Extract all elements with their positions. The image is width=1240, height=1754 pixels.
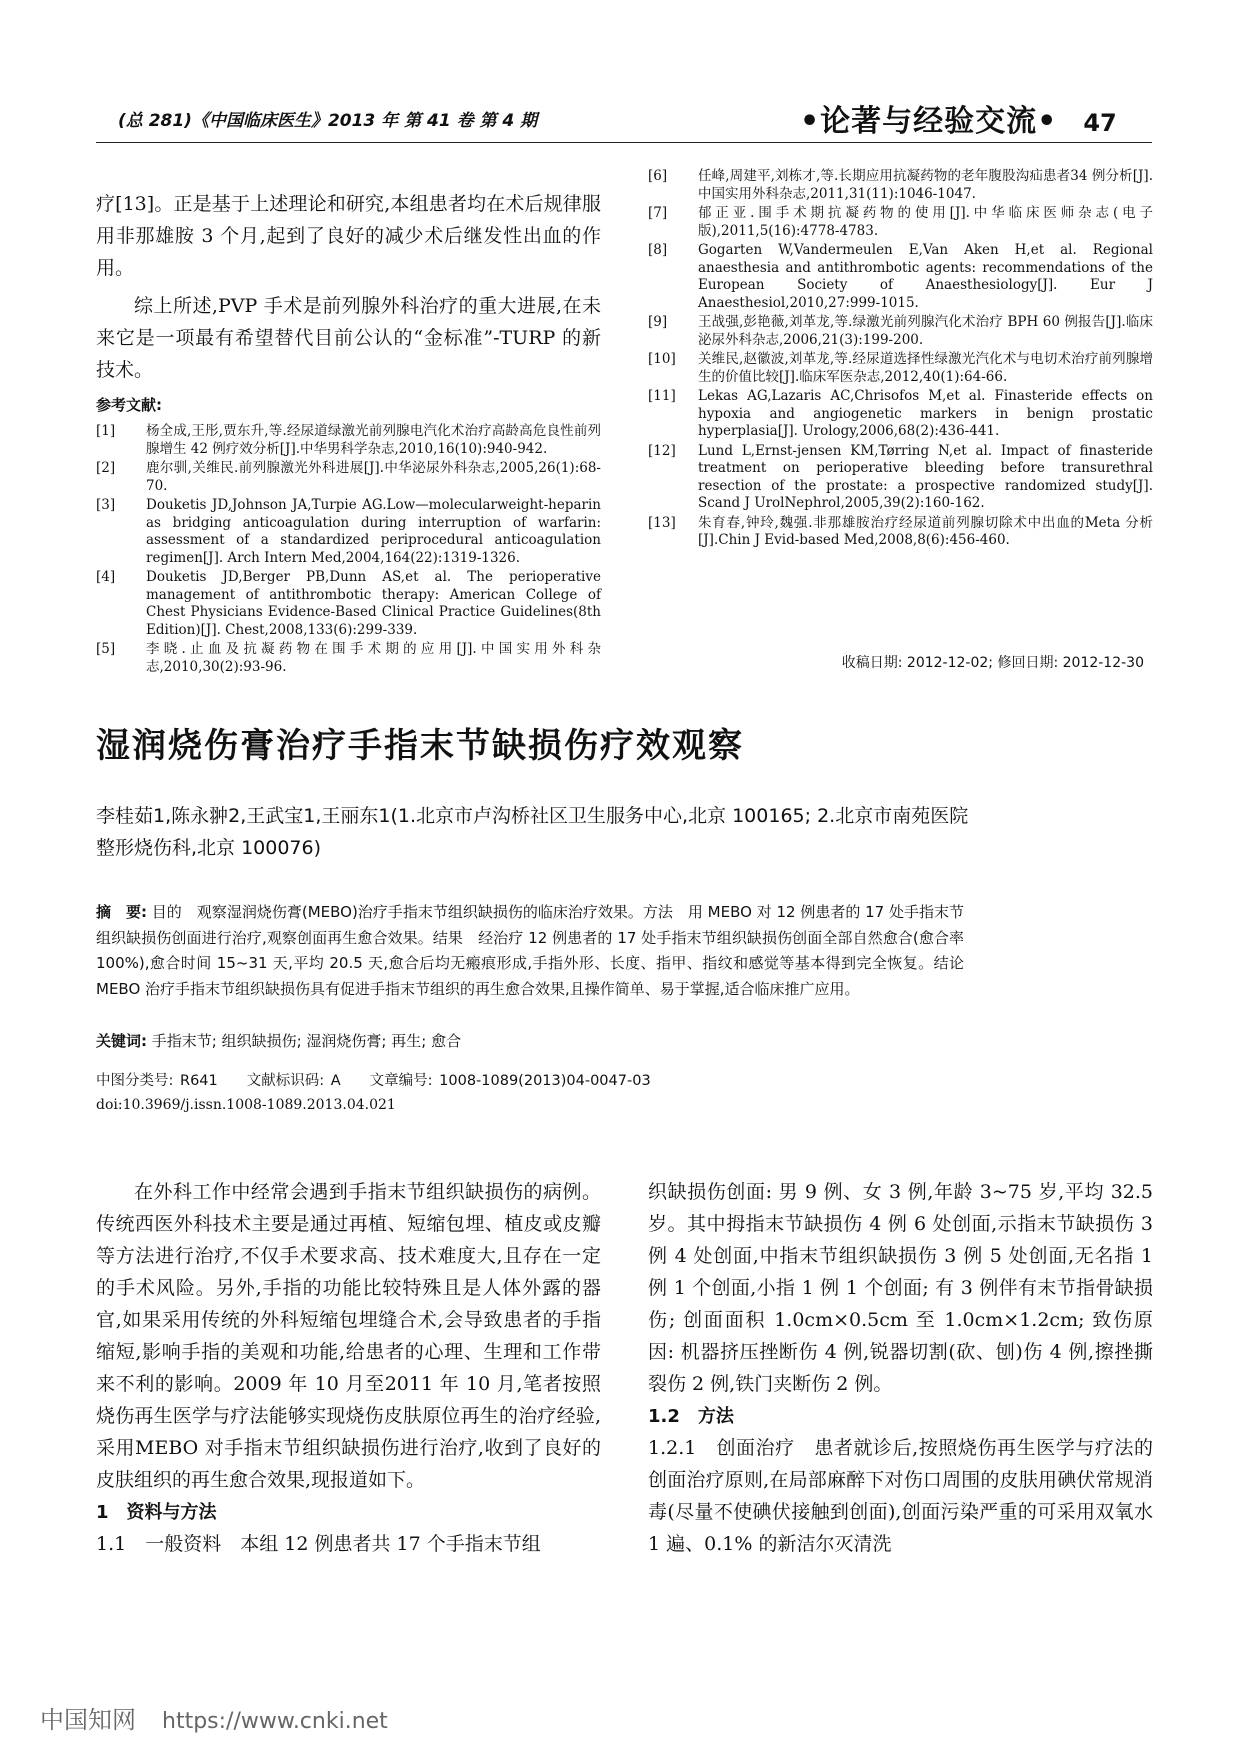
reference-number: [7] [648,205,668,221]
page-number: 47 [1083,109,1117,137]
reference-item [648,242,1153,312]
article-authors: 李桂茹1,陈永翀2,王武宝1,王丽东1(1.北京市卢沟桥社区卫生服务中心,北京 100165; 2.北京市南苑医院整形烧伤科,北京 100076) [96,805,969,859]
reference-number: [5] [96,641,116,657]
abstract-block [96,900,980,1002]
reference-item [648,314,1153,349]
reference-item [96,460,601,495]
abstract-text: 目的 观察湿润烧伤膏(MEBO)治疗手指末节组织缺损伤的临床治疗效果。方法 用 MEBO 对 12 例患者的 17 处手指末节组织缺损伤创面进行治疗,观察创面再生愈合效果。结果 经治疗 12 例患者的 17 处手指末节组织缺损伤创面全部自然愈合(愈合率 100%),愈合时间 15~31 天,平均 20.5 天,愈合后均无瘢痕形成,手指外形、长度、指甲、指纹和感觉等基本得到完全恢复。结论 MEBO 治疗手指末节组织缺损伤具有促进手指末节组织的再生愈合效果,且操作简单、易于掌握,适合临床推广应用。 [96,903,980,998]
reference-item [96,569,601,639]
wound-treatment-paragraph: 1.2.1 创面治疗 患者就诊后,按照烧伤再生医学与疗法的创面治疗原则,在局部麻醉下对伤口周围的皮肤用碘伏常规消毒(尽量不使碘伏接触到创面),创面污染严重的可采用双氧水 1 遍、0.1% 的新洁尔灭清洗 [648,1437,1153,1555]
references-heading: 参考文献: [96,396,162,414]
cnki-logo: 中国知网 [40,1706,136,1734]
section-header [800,96,1117,140]
doi-line: doi:10.3969/j.issn.1008-1089.2013.04.021 [96,1097,396,1113]
section-1-1-paragraph: 1.1 一般资料 本组 12 例患者共 17 个手指末节组 [96,1533,541,1555]
reference-number: [13] [648,514,676,531]
reference-text: 关维民,赵徽波,刘革龙,等.经尿道选择性绿激光汽化术与电切术治疗前列腺增生的价值比较[J].临床军医杂志,2012,40(1):64-66. [698,351,1153,385]
reference-text: 王战强,彭艳薇,刘革龙,等.绿激光前列腺汽化术治疗 BPH 60 例报告[J].临床泌尿外科杂志,2006,21(3):199-200. [698,314,1153,348]
keywords-label: 关键词: [96,1032,147,1050]
article-right-column [648,1176,1153,1560]
reference-text: 李晓.止血及抗凝药物在围手术期的应用[J].中国实用外科杂志,2010,30(2):93-96. [146,641,601,675]
reference-number: [8] [648,242,668,258]
reference-number: [6] [648,168,668,184]
prev-article-left-column [96,188,601,678]
references-list-left [96,423,601,676]
reference-number: [11] [648,388,676,404]
section-title: •论著与经验交流• [800,104,1058,139]
reference-text: Douketis JD,Berger PB,Dunn AS,et al. The perioperative management of antithrombotic therapy: American College of Chest Physicians Evidence-Based Clinical Practice Guidelines(8th Edition)[J]. Chest,2008,133(6):299-339. [146,569,601,638]
general-info-paragraph: 织缺损伤创面: 男 9 例、女 3 例,年龄 3~75 岁,平均 32.5 岁。其中拇指末节缺损伤 4 例 6 处创面,示指末节缺损伤 3 例 4 处创面,中指末节组织缺损伤 3 例 5 处创面,无名指 1 例 1 个创面,小指 1 例 1 个创面; 有 3 例伴有末节指骨缺损伤; 创面面积 1.0cm×0.5cm 至 1.0cm×1.2cm; 致伤原因: 机器挤压挫断伤 4 例,锐器切割(砍、刨)伤 4 例,擦挫撕裂伤 2 例,铁门夹断伤 2 例。 [648,1181,1153,1395]
reference-item [648,205,1153,240]
reference-text: 杨全成,王彤,贾东升,等.经尿道绿激光前列腺电汽化术治疗高龄高危良性前列腺增生 42 例疗效分析[J].中华男科学杂志,2010,16(10):940-942. [146,423,601,457]
classification-line: 中图分类号: R641 文献标识码: A 文章编号: 1008-1089(2013)04-0047-03 [96,1073,651,1089]
reference-item [648,388,1153,441]
keywords-block [96,1030,461,1051]
reference-number: [2] [96,460,116,476]
cnki-watermark [40,1700,388,1735]
reference-text: Lekas AG,Lazaris AC,Chrisofos M,et al. Finasteride effects on hypoxia and angiogenetic markers in benign prostatic hyperplasia[J]. Urology,2006,68(2):436-441. [698,388,1153,439]
section-1-heading: 1 资料与方法 [96,1502,217,1523]
reference-item [648,168,1153,203]
cnki-url: https://www.cnki.net [162,1709,388,1734]
reference-item [96,423,601,458]
reference-number: [1] [96,423,116,439]
references-list-right [648,168,1153,550]
reference-text: 鹿尔驯,关维民.前列腺激光外科进展[J].中华泌尿外科杂志,2005,26(1):68-70. [146,460,601,494]
section-1-2-heading: 1.2 方法 [648,1406,734,1427]
reference-text: 朱育春,钟玲,魏强.非那雄胺治疗经尿道前列腺切除术中出血的Meta 分析[J].Chin J Evid-based Med,2008,8(6):456-460. [698,514,1153,548]
received-date: 收稿日期: 2012-12-02; 修回日期: 2012-12-30 [841,655,1144,671]
reference-number: [3] [96,497,116,513]
prev-paragraph-1: 疗[13]。正是基于上述理论和研究,本组患者均在术后规律服用非那雄胺 3 个月,起到了良好的减少术后继发性出血的作用。 [96,193,601,279]
article-left-column [96,1176,601,1560]
reference-text: 任峰,周建平,刘栋才,等.长期应用抗凝药物的老年腹股沟疝患者34 例分析[J].中国实用外科杂志,2011,31(11):1046-1047. [698,168,1153,202]
reference-text: Douketis JD,Johnson JA,Turpie AG.Low—molecularweight-heparin as bridging anticoagulation during interruption of warfarin: assessment of a standardized periprocedural anticoagulation regimen[J]. Arch Intern Med,2004,164(22):1319-1326. [146,497,601,566]
intro-paragraph: 在外科工作中经常会遇到手指末节组织缺损伤的病例。传统西医外科技术主要是通过再植、短缩包埋、植皮或皮瓣等方法进行治疗,不仅手术要求高、技术难度大,且存在一定的手术风险。另外,手指的功能比较特殊且是人体外露的器官,如果采用传统的外科短缩包埋缝合术,会导致患者的手指缩短,影响手指的美观和功能,给患者的心理、生理和工作带来不利的影响。2009 年 10 月至2011 年 10 月,笔者按照烧伤再生医学与疗法能够实现烧伤皮肤原位再生的治疗经验,采用MEBO 对手指末节组织缺损伤进行治疗,收到了良好的皮肤组织的再生愈合效果,现报道如下。 [96,1181,601,1491]
reference-number: [10] [648,351,676,367]
article-title: 湿润烧伤膏治疗手指末节缺损伤疗效观察 [96,726,744,766]
reference-item [648,443,1153,513]
reference-item [648,515,1153,550]
reference-item [96,641,601,676]
keywords-text: 手指末节; 组织缺损伤; 湿润烧伤膏; 再生; 愈合 [151,1032,462,1050]
prev-article-right-column [648,168,1153,552]
reference-item [96,497,601,567]
prev-paragraph-2: 综上所述,PVP 手术是前列腺外科治疗的重大进展,在未来它是一项最有希望替代目前公认的“金标准”-TURP 的新技术。 [96,295,601,381]
reference-item [648,351,1153,386]
reference-number: [4] [96,569,116,585]
reference-number: [9] [648,314,668,330]
reference-text: 郁正亚.围手术期抗凝药物的使用[J].中华临床医师杂志(电子版),2011,5(16):4778-4783. [698,205,1153,239]
reference-text: Lund L,Ernst-jensen KM,Tørring N,et al. Impact of finasteride treatment on perioperative bleeding before transurethral resection of the prostate: a prospective randomized study[J]. Scand J UrolNephrol,2005,39(2):160-162. [698,442,1153,511]
journal-header: (总 281)《中国临床医生》2013 年 第 41 卷 第 4 期 [118,111,538,131]
abstract-label: 摘 要: [96,903,148,921]
reference-text: Gogarten W,Vandermeulen E,Van Aken H,et al. Regional anaesthesia and antithrombotic agents: recommendations of the European Society of Anaesthesiology[J]. Eur J Anaesthesiol,2010,27:999-1015. [698,242,1153,311]
reference-number: [12] [648,442,676,459]
header-rule [96,142,1152,143]
